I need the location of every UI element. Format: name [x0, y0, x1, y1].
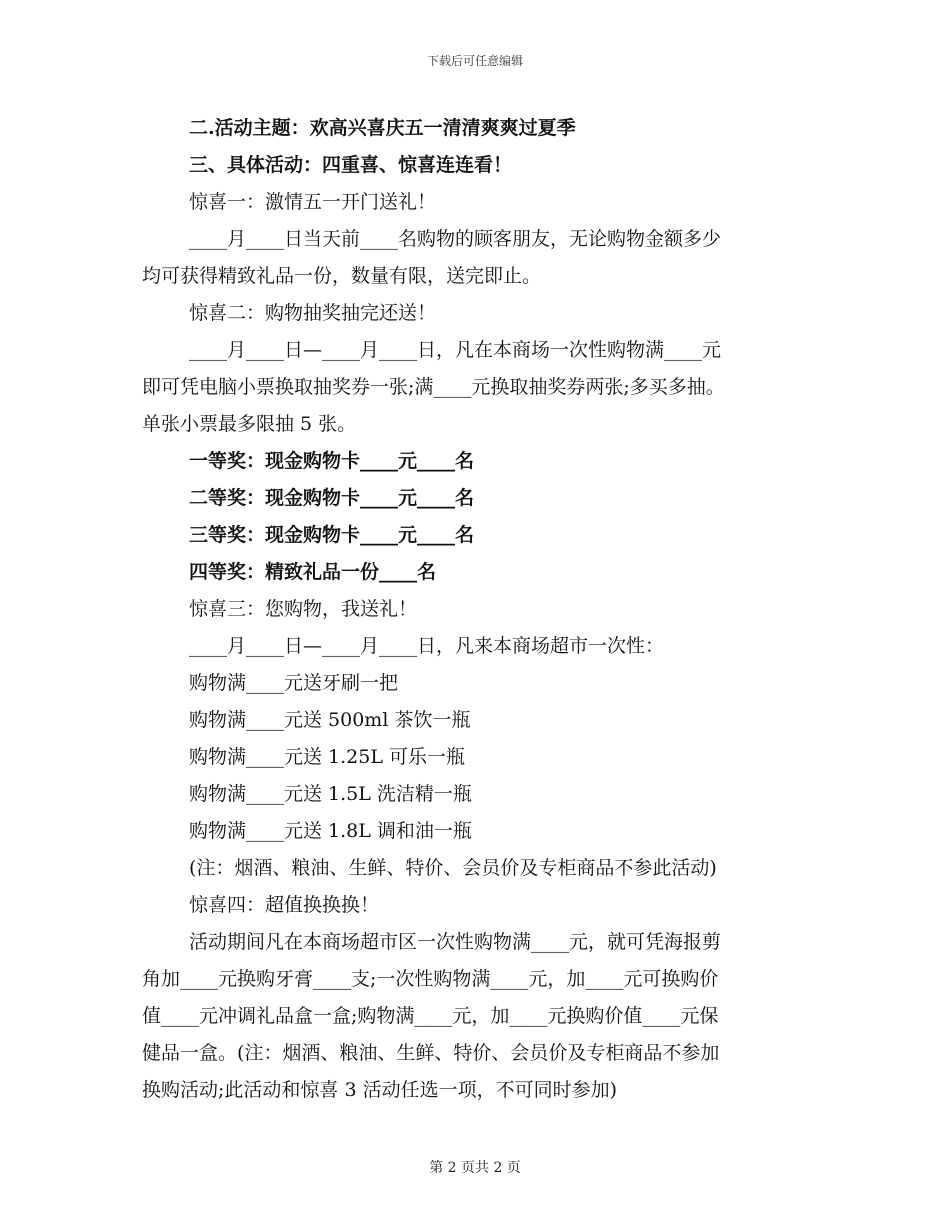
text-line: 购物满____元送 500ml 茶饮一瓶 [189, 709, 471, 731]
heading-line: 三、具体活动：四重喜、惊喜连连看！ [189, 154, 513, 176]
heading-line: 一等奖：现金购物卡____元____名 [189, 450, 475, 472]
text-line: 单张小票最多限抽 5 张。 [142, 413, 357, 435]
text-line: 购物满____元送 1.5L 洗洁精一瓶 [189, 783, 472, 805]
text-line: 惊喜一：激情五一开门送礼！ [189, 191, 437, 213]
heading-line: 二.活动主题：欢高兴喜庆五一清清爽爽过夏季 [189, 117, 576, 139]
heading-line: 二等奖：现金购物卡____元____名 [189, 487, 475, 509]
text-line: 惊喜二：购物抽奖抽完还送！ [189, 302, 437, 324]
text-line: 均可获得精致礼品一份，数量有限，送完即止。 [142, 265, 542, 287]
text-line: 惊喜三：您购物，我送礼！ [189, 598, 418, 620]
text-line: ____月____日—____月____日，凡来本商场超市一次性： [189, 635, 665, 657]
heading-line: 四等奖：精致礼品一份____名 [189, 561, 437, 583]
text-line: ____月____日当天前____名购物的顾客朋友，无论购物金额多少 [189, 228, 722, 250]
text-line: 值____元冲调礼品盒一盒;购物满____元，加____元换购价值____元保 [142, 1005, 719, 1027]
text-line: 换购活动;此活动和惊喜 3 活动任选一项，不可同时参加) [142, 1079, 617, 1101]
text-line: 角加____元换购牙膏____支;一次性购物满____元，加____元可换购价 [142, 968, 719, 990]
text-line: 购物满____元送牙刷一把 [189, 672, 399, 694]
heading-line: 三等奖：现金购物卡____元____名 [189, 524, 475, 546]
text-line: 健品一盒。(注：烟酒、粮油、生鲜、特价、会员价及专柜商品不参加 [142, 1042, 720, 1064]
text-line: 购物满____元送 1.25L 可乐一瓶 [189, 746, 466, 768]
page-header: 下载后可任意编辑 [426, 54, 523, 68]
page-footer: 第 2 页共 2 页 [429, 1160, 521, 1176]
text-line: 活动期间凡在本商场超市区一次性购物满____元，就可凭海报剪 [189, 931, 722, 953]
document-body [142, 110, 812, 1109]
text-line: ____月____日—____月____日，凡在本商场一次性购物满____元 [189, 339, 722, 361]
text-line: 惊喜四：超值换换换！ [189, 894, 380, 916]
text-line: (注：烟酒、粮油、生鲜、特价、会员价及专柜商品不参此活动) [189, 857, 717, 879]
text-line: 购物满____元送 1.8L 调和油一瓶 [189, 820, 472, 842]
text-line: 即可凭电脑小票换取抽奖券一张;满____元换取抽奖券两张;多买多抽。 [142, 376, 725, 398]
